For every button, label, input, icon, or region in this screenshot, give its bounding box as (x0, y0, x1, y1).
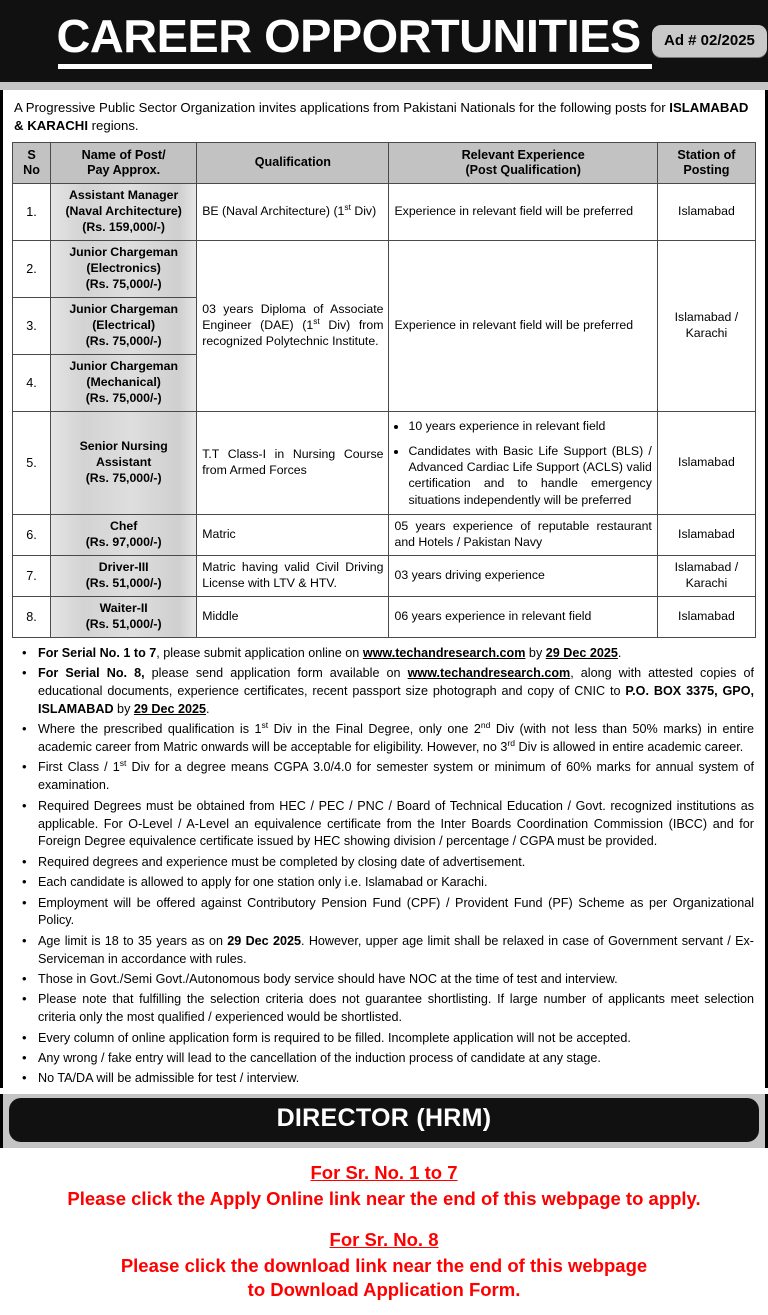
note-pension-scheme: • Employment will be offered against Contributory Pension Fund (CPF) / Provident Fund (PF) Scheme as per Organizational Policy. (16, 895, 754, 931)
col-header-station (657, 142, 755, 183)
row7-post (51, 555, 197, 596)
col-header-post-line1: Name of Post/ (81, 147, 166, 162)
col-header-qualification: Qualification (197, 142, 389, 183)
note-age-limit (16, 933, 754, 969)
note3-d: Div is allowed in entire academic career. (515, 740, 744, 755)
row1-post-title: Assistant Manager (68, 187, 179, 202)
row7-station: Islamabad / Karachi (657, 555, 755, 596)
row5-experience (389, 411, 657, 514)
row6-post (51, 514, 197, 555)
note1-mid2: by (525, 645, 546, 660)
footer-block1-line1: Please click the Apply Online link near the end of this webpage to apply. (67, 1188, 701, 1210)
page-title: CAREER OPPORTUNITIES (56, 10, 641, 62)
table-header (13, 142, 756, 183)
jobs-table (12, 142, 756, 638)
list-item: • Candidates with Basic Life Support (BLS) / Advanced Cardiac Life Support (ACLS) valid certification and to handle emergency situations independently will be preferred (408, 443, 651, 508)
col-header-stn-line2: Posting (683, 162, 730, 177)
row6-station: Islamabad (657, 514, 755, 555)
note2-mid: please send application form available on (144, 666, 408, 681)
col-header-experience (389, 142, 657, 183)
row1-post-pay: (Rs. 159,000/-) (82, 219, 165, 234)
row3-sno: 3. (13, 297, 51, 354)
col-header-exp-line2: (Post Qualification) (465, 162, 581, 177)
note2-address: P.O. BOX 3375, GPO, ISLAMABAD (38, 683, 754, 716)
row3-post-pay: (Rs. 75,000/-) (85, 333, 162, 348)
note-one-station-only: • Each candidate is allowed to apply for one station only i.e. Islamabad or Karachi. (16, 874, 754, 892)
note2-date: 29 Dec 2025 (133, 701, 207, 716)
row8-post-title: Waiter-II (99, 600, 148, 615)
row7-qualification: Matric having valid Civil Driving License with LTV & HTV. (197, 555, 389, 596)
row3-post (51, 297, 197, 354)
row5-post (51, 411, 197, 514)
note-first-class-definition (16, 759, 754, 795)
row1-post (51, 183, 197, 240)
footer-block2-line1: Please click the download link near the end of this webpage (120, 1254, 648, 1276)
note3-sup1: st (261, 719, 269, 730)
footer-gap (0, 1211, 768, 1229)
note9-b: . However, upper age limit shall be relaxed in case of Government servant / Ex-Serviceman in accordance with rules. (38, 933, 754, 966)
notes-list (16, 645, 754, 1089)
row1-qualification (197, 183, 389, 240)
footer-instructions (0, 1148, 768, 1301)
apply-online-link[interactable]: www.techandresearch.com (362, 645, 526, 660)
row4-sno: 4. (13, 354, 51, 411)
row1-qual-pre: BE (Naval Architecture) (1 (202, 203, 345, 218)
row4-post-title: Junior Chargeman (69, 358, 178, 373)
col-header-exp-line1: Relevant Experience (461, 147, 585, 162)
rows234-qual-sup: st (313, 315, 320, 326)
col-header-sno (13, 142, 51, 183)
note9-date: 29 Dec 2025 (227, 933, 302, 948)
row1-qual-post: Div) (350, 203, 377, 218)
col-header-sno-line1: S (27, 147, 36, 162)
header-title-wrap (30, 10, 652, 69)
rows234-qual-post: Div) from recognized Polytechnic Institute. (202, 317, 384, 348)
row7-sno: 7. (13, 555, 51, 596)
note1-tail: . (617, 645, 622, 660)
note2-mid3: by (113, 701, 134, 716)
row6-experience: 05 years experience of reputable restaurant and Hotels / Pakistan Navy (389, 514, 657, 555)
document-body (0, 90, 768, 1088)
row7-post-pay: (Rs. 51,000/-) (85, 575, 162, 590)
rows234-station: Islamabad / Karachi (657, 240, 755, 411)
row5-sno: 5. (13, 411, 51, 514)
note4-b: Div for a degree means CGPA 3.0/4.0 for semester system or minimum of 60% marks for annual system of examination. (38, 760, 754, 793)
rows234-experience: Experience in relevant field will be preferred (389, 240, 657, 411)
note1-date: 29 Dec 2025 (545, 645, 618, 660)
director-strip (0, 1094, 768, 1148)
note2-bold: For Serial No. 8, (38, 666, 145, 681)
col-header-stn-line1: Station of (677, 147, 736, 162)
row3-post-sub: (Electrical) (92, 317, 156, 332)
row5-station: Islamabad (657, 411, 755, 514)
row4-post-sub: (Mechanical) (86, 374, 161, 389)
row2-post-sub: (Electronics) (86, 260, 161, 275)
row6-sno: 6. (13, 514, 51, 555)
note-division-policy (16, 721, 754, 757)
row7-experience: 03 years driving experience (389, 555, 657, 596)
note1-mid: , please submit application online on (156, 645, 363, 660)
row4-post-pay: (Rs. 75,000/-) (85, 390, 162, 405)
footer-block2-line2: to Download Application Form. (247, 1278, 521, 1300)
note2-tail: . (206, 701, 210, 716)
row5-post-title: Senior Nursing (79, 438, 168, 453)
row8-station: Islamabad (657, 596, 755, 637)
row2-sno: 2. (13, 240, 51, 297)
note2-mid2: , along with attested copies of educational documents, experience certificates, recent passport size photograph and copy of CNIC to (38, 666, 754, 698)
note1-bold: For Serial No. 1 to 7 (38, 645, 157, 660)
note3-sup3: rd (507, 737, 516, 748)
download-form-link[interactable]: www.techandresearch.com (407, 666, 571, 681)
col-header-sno-line2: No (23, 162, 40, 177)
intro-prefix: A Progressive Public Sector Organization invites applications from Pakistani Nationals for the following posts for (14, 100, 670, 115)
col-header-post (51, 142, 197, 183)
row8-sno: 8. (13, 596, 51, 637)
row6-qualification: Matric (197, 514, 389, 555)
page-header (0, 0, 768, 82)
row1-post-sub: (Naval Architecture) (65, 203, 182, 218)
header-divider-strip (0, 82, 768, 90)
row4-post (51, 354, 197, 411)
row5-experience-list (394, 418, 651, 508)
note4-a: First Class / 1 (38, 760, 120, 775)
row5-post-pay: (Rs. 75,000/-) (85, 470, 162, 485)
row2-post-title: Junior Chargeman (69, 244, 178, 259)
row2-post (51, 240, 197, 297)
row8-experience: 06 years experience in relevant field (389, 596, 657, 637)
title-underline (58, 64, 652, 69)
note-closing-date-requirement: • Required degrees and experience must be completed by closing date of advertisement. (16, 854, 754, 872)
table-row (13, 240, 756, 297)
row1-qual-sup: st (344, 201, 351, 212)
note-complete-form: • Every column of online application form is required to be filled. Incomplete application will not be accepted. (16, 1030, 754, 1048)
intro-suffix: regions. (88, 117, 139, 133)
note3-a: Where the prescribed qualification is 1 (38, 722, 262, 737)
director-signature-bar: DIRECTOR (HRM) (9, 1098, 759, 1142)
row5-qualification: T.T Class-I in Nursing Course from Armed Forces (197, 411, 389, 514)
row1-station: Islamabad (657, 183, 755, 240)
row7-post-title: Driver-III (98, 559, 149, 574)
row6-post-title: Chef (109, 518, 138, 533)
note-serial-1-to-7 (16, 645, 754, 663)
row2-post-pay: (Rs. 75,000/-) (85, 276, 162, 291)
list-item: • 10 years experience in relevant field (408, 418, 651, 434)
table-row (13, 514, 756, 555)
note-no-tada: • No TA/DA will be admissible for test / interview. (16, 1070, 754, 1088)
note-shortlisting: • Please note that fulfilling the selection criteria does not guarantee shortlisting. If large number of applicants meet selection criteria only the most qualified / experienced would be shortlisted. (16, 991, 754, 1027)
table-row (13, 555, 756, 596)
note-degree-recognition: • Required Degrees must be obtained from HEC / PEC / PNC / Board of Technical Education / Govt. recognized institutions as applicable. For O-Level / A-Level an equivalence certificate from the Inter Boards Coordination Commission (IBCC) and for Foreign Degree equivalence certificate issued by HEC showing division / percentage / CGPA must be provided. (16, 798, 754, 852)
note3-sup2: nd (480, 719, 491, 730)
rows234-qual-pre: 03 years Diploma of Associate Engineer (DAE) (1 (202, 301, 384, 332)
footer-block1-heading: For Sr. No. 1 to 7 (310, 1162, 458, 1184)
table-row (13, 183, 756, 240)
row3-post-title: Junior Chargeman (69, 301, 178, 316)
footer-block2-heading: For Sr. No. 8 (329, 1228, 439, 1250)
row8-post-pay: (Rs. 51,000/-) (85, 616, 162, 631)
note-serial-8 (16, 665, 754, 719)
table-row (13, 596, 756, 637)
note9-a: Age limit is 18 to 35 years as on (38, 933, 228, 948)
row1-experience: Experience in relevant field will be preferred (389, 183, 657, 240)
row8-post (51, 596, 197, 637)
row8-qualification: Middle (197, 596, 389, 637)
intro-paragraph (14, 99, 756, 135)
note-noc-requirement: • Those in Govt./Semi Govt./Autonomous body service should have NOC at the time of test and interview. (16, 971, 754, 989)
note3-c: Div (with not less than 50% marks) in entire academic career from Matric onwards will be acceptable for eligibility. However, no 3 (38, 722, 754, 755)
table-header-row (13, 142, 756, 183)
note4-sup: st (119, 758, 127, 769)
ad-number-badge: Ad # 02/2025 (652, 25, 767, 57)
col-header-post-line2: Pay Approx. (87, 162, 161, 177)
table-row (13, 411, 756, 514)
row1-sno: 1. (13, 183, 51, 240)
row5-post-sub: Assistant (95, 454, 152, 469)
rows234-qualification (197, 240, 389, 411)
note3-b: Div in the Final Degree, only one 2 (268, 722, 481, 737)
row6-post-pay: (Rs. 97,000/-) (85, 534, 162, 549)
intro-regions: ISLAMABAD & KARACHI (14, 100, 749, 133)
note-fake-entry: • Any wrong / fake entry will lead to the cancellation of the induction process of candidate at any stage. (16, 1050, 754, 1068)
